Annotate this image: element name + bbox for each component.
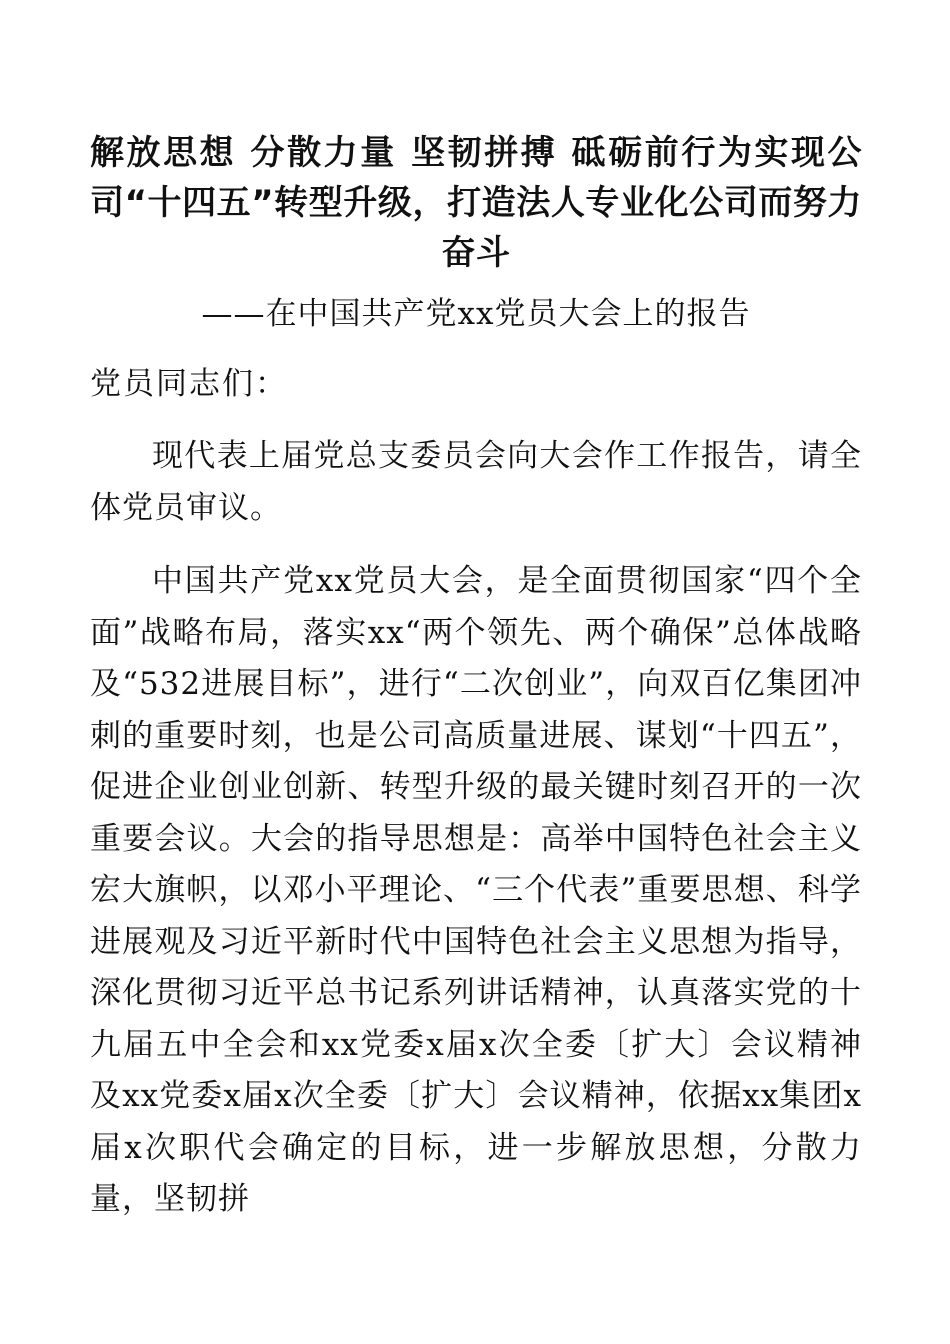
paragraph-body: 中国共产党xx党员大会，是全面贯彻国家“四个全面”战略布局，落实xx“两个领先、两个确保”总体战略及“532进展目标”，进行“二次创业”，向双百亿集团冲刺的重要时刻，也是公司高质量进展、谋划“十四五”，促进企业创业创新、转型升级的最关键时刻召开的一次重要会议。大会的指导思想是：高举中国特色社会主义宏大旗帜，以邓小平理论、“三个代表”重要思想、科学进展观及习近平新时代中国特色社会主义思想为指导，深化贯彻习近平总书记系列讲话精神，认真落实党的十九届五中全会和xx党委x届x次全委〔扩大〕会议精神及xx党委x届x次全委〔扩大〕会议精神，依据xx集团x届x次职代会确定的目标，进一步解放思想，分散力量，坚韧拼 xyxy=(90,563,862,1217)
document-page xyxy=(90,128,862,1226)
document-subtitle: ——在中国共产党xx党员大会上的报告 xyxy=(201,296,751,332)
document-title: 解放思想 分散力量 坚韧拼搏 砥砺前行为实现公司“十四五”转型升级，打造法人专业化公司而努力奋斗 xyxy=(90,133,862,273)
paragraph-intro: 现代表上届党总支委员会向大会作工作报告，请全体党员审议。 xyxy=(90,438,862,526)
salutation: 党员同志们： xyxy=(90,366,288,402)
